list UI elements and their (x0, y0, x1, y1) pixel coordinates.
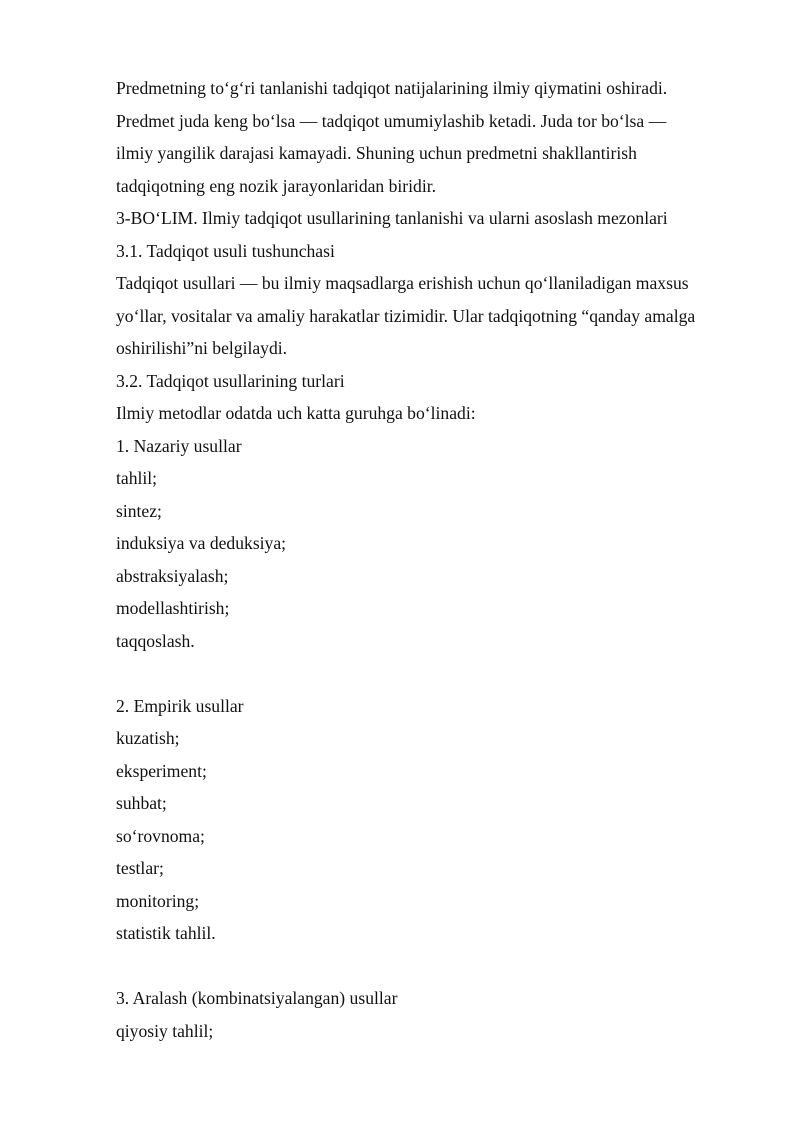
paragraph-line: Tadqiqot usullari — bu ilmiy maqsadlarga erishish uchun qo‘llaniladigan maxsus (116, 273, 689, 293)
list-item: testlar; (116, 858, 164, 878)
list-item: eksperiment; (116, 760, 207, 781)
paragraph-line: oshirilishi”ni belgilaydi. (116, 338, 288, 358)
method-group-theoretical (116, 430, 766, 658)
list-item: kuzatish; (116, 728, 180, 748)
list-item: tahlil; (116, 468, 158, 488)
intro-text: Ilmiy metodlar odatda uch katta guruhga bo‘linadi: (116, 403, 476, 423)
list-item: monitoring; (116, 890, 200, 911)
list-item: sintez; (116, 500, 162, 521)
list-item: induksiya va deduksiya; (116, 533, 287, 553)
blank-line (116, 950, 766, 983)
subsection-title-3-2: 3.2. Tadqiqot usullarining turlari (116, 370, 345, 391)
method-group-empirical (116, 690, 766, 950)
group-title: 2. Empirik usullar (116, 695, 244, 716)
list-item: so‘rovnoma; (116, 825, 205, 846)
list-item: statistik tahlil. (116, 923, 216, 943)
paragraph-line: yo‘llar, vositalar va amaliy harakatlar tizimidir. Ular tadqiqotning “qanday amalga (116, 305, 696, 326)
blank-line (116, 657, 766, 690)
paragraph-line: Predmetning to‘g‘ri tanlanishi tadqiqot natijalarining ilmiy qiymatini oshiradi. (116, 78, 668, 98)
paragraph-line: Predmet juda keng bo‘lsa — tadqiqot umumiylashib ketadi. Juda tor bo‘lsa — (116, 110, 667, 131)
paragraph-line: tadqiqotning eng nozik jarayonlaridan biridir. (116, 175, 437, 196)
list-item: abstraksiyalash; (116, 565, 229, 586)
paragraph-usullar (116, 267, 766, 365)
paragraph-predmet (116, 72, 766, 202)
page-content (116, 72, 766, 1047)
paragraph-line: ilmiy yangilik darajasi kamayadi. Shuning uchun predmetni shakllantirish (116, 143, 637, 163)
method-group-mixed (116, 982, 766, 1047)
group-title: 1. Nazariy usullar (116, 435, 242, 456)
list-item: suhbat; (116, 793, 167, 813)
group-title: 3. Aralash (kombinatsiyalangan) usullar (116, 988, 398, 1008)
list-item: modellashtirish; (116, 598, 230, 618)
list-item: taqqoslash. (116, 630, 195, 651)
section-title: 3-BO‘LIM. Ilmiy tadqiqot usullarining tanlanishi va ularni asoslash mezonlari (116, 208, 668, 228)
list-item: qiyosiy tahlil; (116, 1020, 214, 1041)
subsection-title-3-1: 3.1. Tadqiqot usuli tushunchasi (116, 240, 335, 261)
